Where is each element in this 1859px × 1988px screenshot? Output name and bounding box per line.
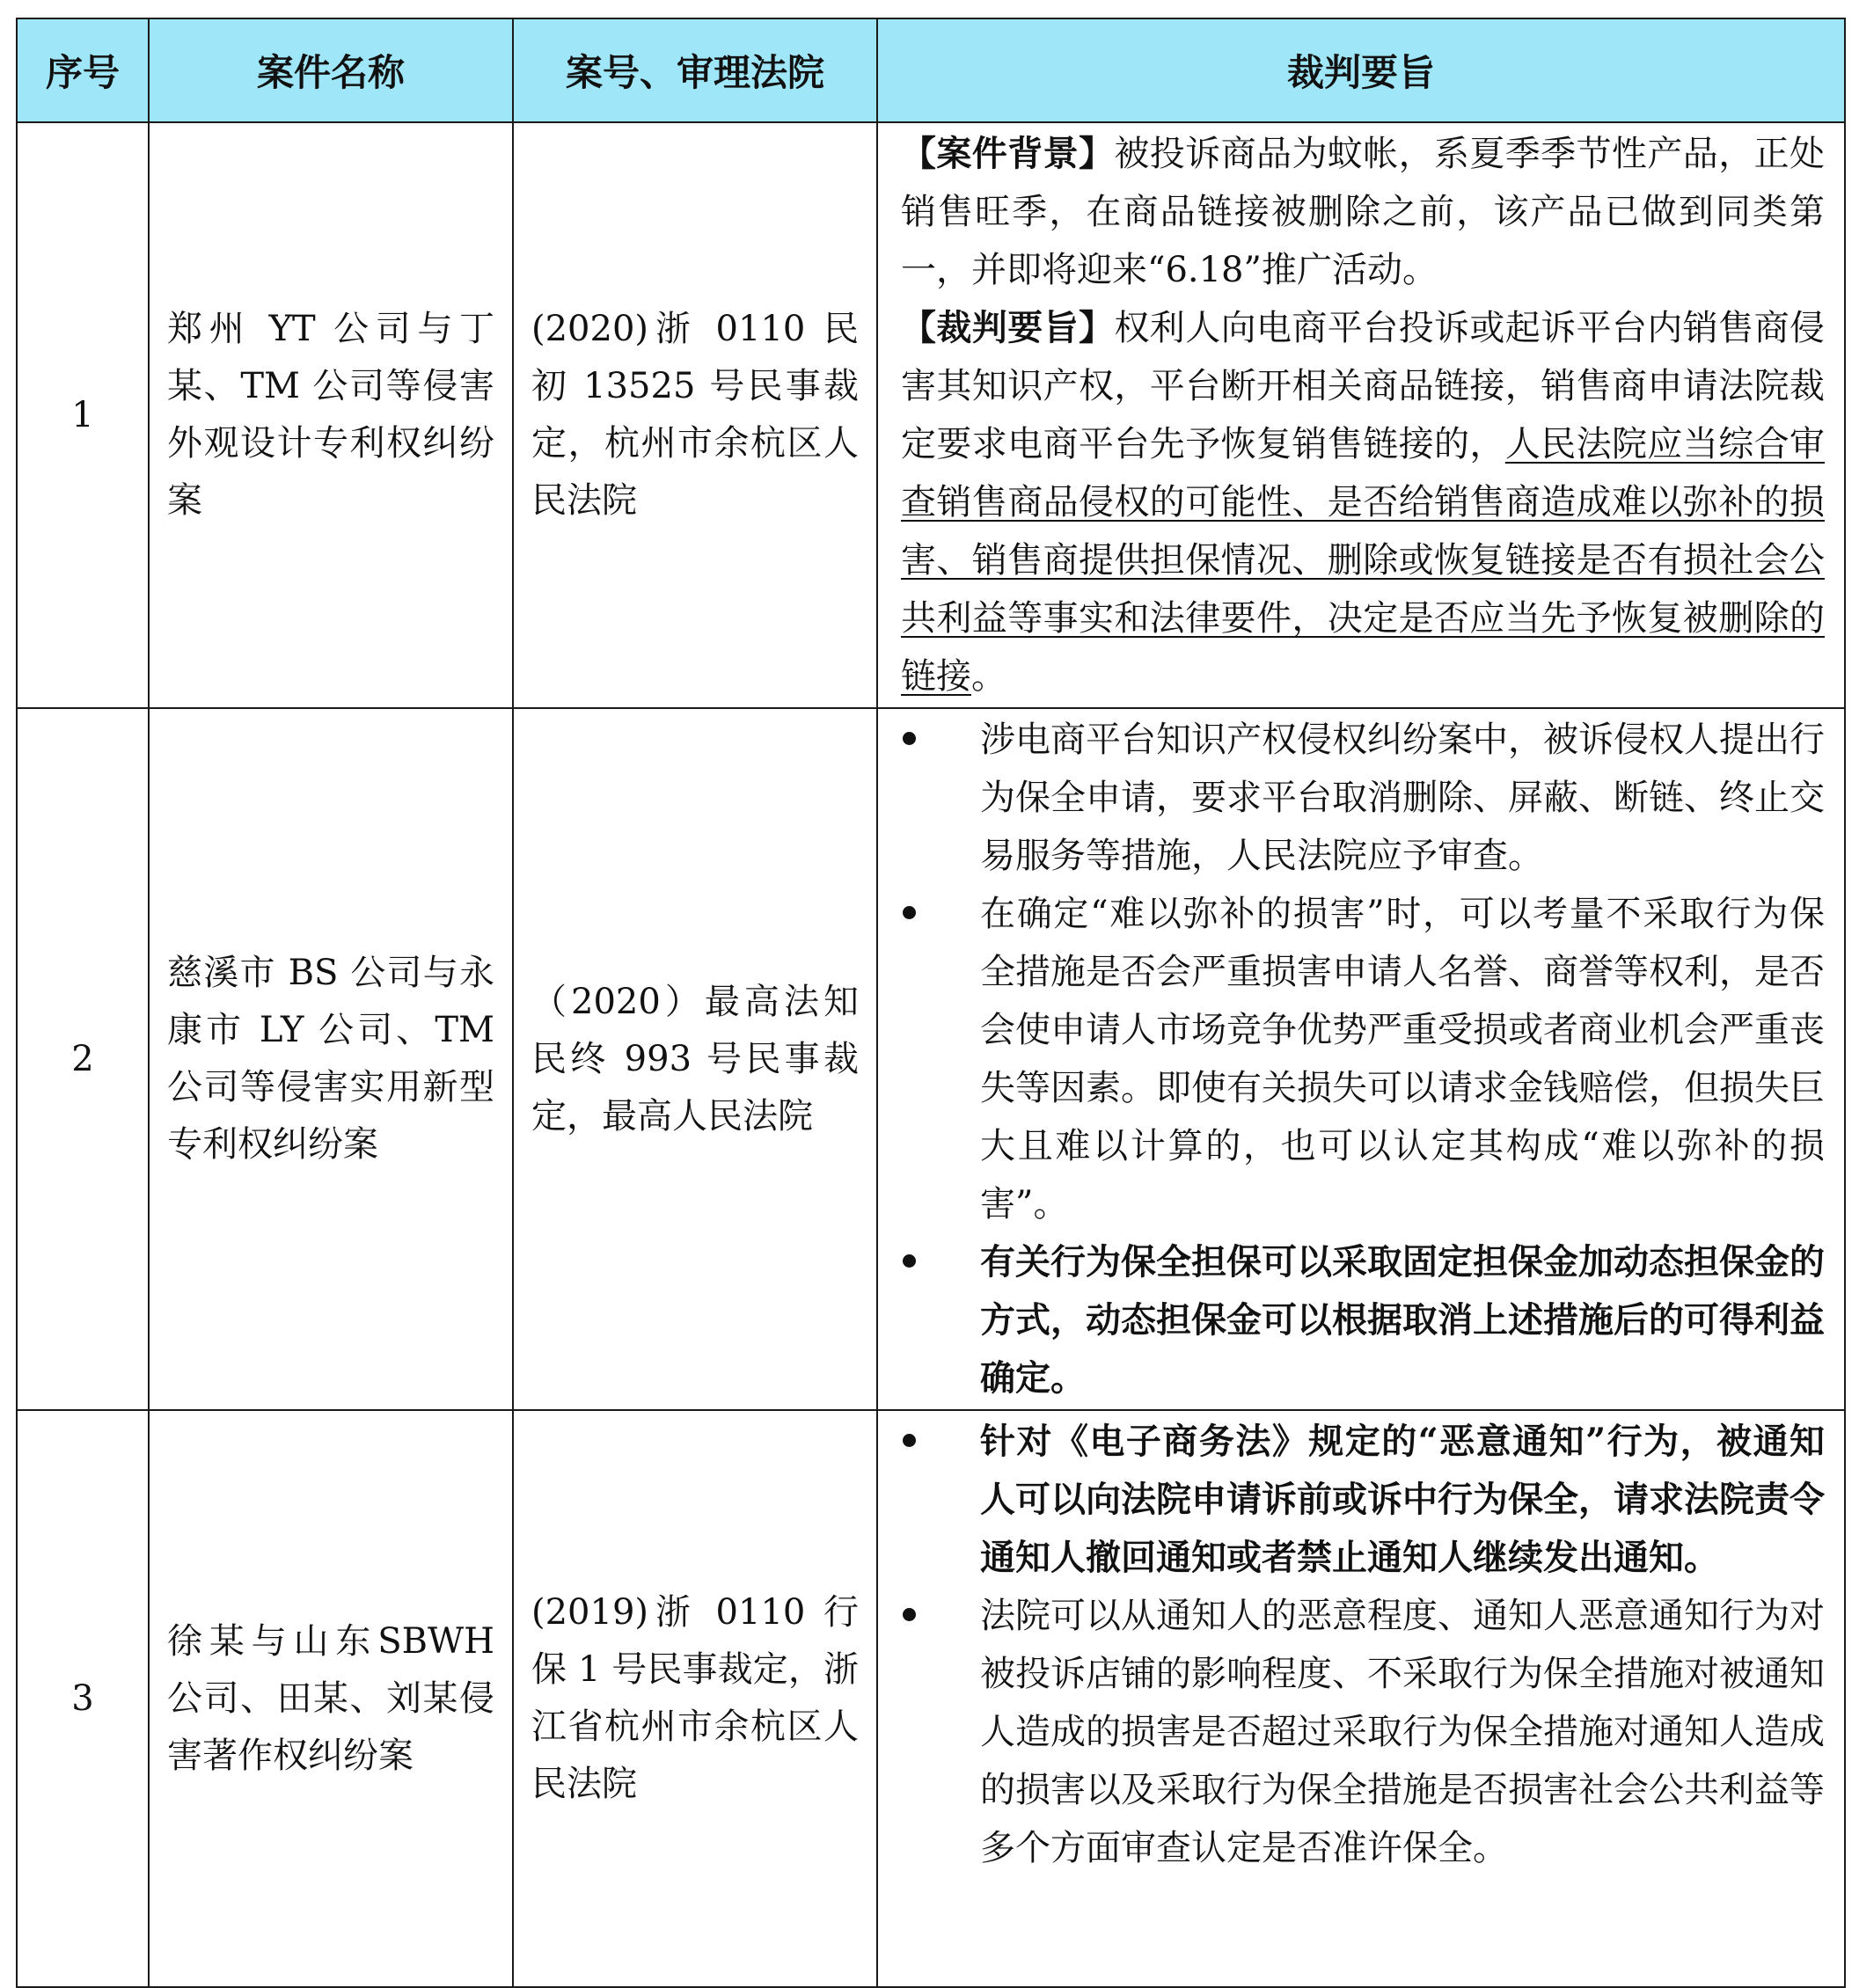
bullet-icon xyxy=(903,732,916,745)
case-name: 慈溪市 BS 公司与永康市 LY 公司、TM 公司等侵害实用新型专利权纠纷案 xyxy=(167,953,494,1165)
gist-underlined-text: 人民法院应当综合审查销售商品侵权的可能性、是否给销售商造成难以弥补的损害、销售商提供担保情况、删除或恢复链接是否有损社会公共利益等事实和法律要件，决定是否应当先予恢复被删除的链接 xyxy=(901,424,1826,697)
judgment-gist xyxy=(901,299,1825,705)
gist-bullet-text: 涉电商平台知识产权侵权纠纷案中，被诉侵权人提出行为保全申请，要求平台取消删除、屏蔽、断链、终止交易服务等措施，人民法院应予审查。 xyxy=(980,720,1825,876)
header-index: 序号 xyxy=(17,18,149,122)
gist-bullet xyxy=(901,711,1825,885)
header-case-number-court: 案号、审理法院 xyxy=(513,18,877,122)
gist-bullet xyxy=(901,1587,1825,1877)
bullet-icon xyxy=(903,906,916,919)
judgment-gist-cell xyxy=(877,708,1845,1410)
case-number-cell xyxy=(513,1410,877,1987)
table-row xyxy=(17,1410,1845,1987)
gist-label: 【裁判要旨】 xyxy=(901,307,1115,348)
judgment-gist-cell xyxy=(877,1410,1845,1987)
case-table xyxy=(16,18,1846,1988)
case-number: （2020）最高法知民终 993 号民事裁定，最高人民法院 xyxy=(531,981,859,1137)
gist-bullet-list xyxy=(901,711,1825,1407)
row-index: 3 xyxy=(17,1410,149,1987)
gist-bullet xyxy=(901,1413,1825,1587)
case-number-cell xyxy=(513,122,877,708)
judgment-gist-cell xyxy=(877,122,1845,708)
background-text: 被投诉商品为蚊帐，系夏季季节性产品，正处销售旺季，在商品链接被删除之前，该产品已做到同类第一，并即将迎来“6.18”推广活动。 xyxy=(901,134,1826,290)
gist-bullet-list xyxy=(901,1413,1825,1877)
gist-bullet-text: 有关行为保全担保可以采取固定担保金加动态担保金的方式，动态担保金可以根据取消上述措施后的可得利益确定。 xyxy=(980,1241,1825,1399)
gist-text: 权利人向电商平台投诉或起诉平台内销售商侵害其知识产权，平台断开相关商品链接，销售商申请法院裁定要求电商平台先予恢复销售链接的， xyxy=(901,308,1826,464)
gist-bullet-text: 法院可以从通知人的恶意程度、通知人恶意通知行为对被投诉店铺的影响程度、不采取行为保全措施对被通知人造成的损害是否超过采取行为保全措施对通知人造成的损害以及采取行为保全措施是否损害社会公共利益等多个方面审查认定是否准许保全。 xyxy=(980,1596,1825,1868)
row-index: 2 xyxy=(17,708,149,1410)
case-number: (2019)浙 0110 行保 1 号民事裁定，浙江省杭州市余杭区人民法院 xyxy=(531,1592,859,1804)
header-judgment-gist: 裁判要旨 xyxy=(877,18,1845,122)
table-row xyxy=(17,122,1845,708)
case-background xyxy=(901,125,1825,299)
gist-bullet-text: 在确定“难以弥补的损害”时，可以考量不采取行为保全措施是否会严重损害申请人名誉、商誉等权利，是否会使申请人市场竞争优势严重受损或者商业机会严重丧失等因素。即使有关损失可以请求金钱赔偿，但损失巨大且难以计算的，也可以认定其构成“难以弥补的损害”。 xyxy=(980,894,1825,1224)
case-number: (2020)浙 0110 民初 13525 号民事裁定，杭州市余杭区人民法院 xyxy=(531,309,859,521)
case-name: 徐某与山东SBWH公司、田某、刘某侵害著作权纠纷案 xyxy=(167,1620,494,1776)
table-row xyxy=(17,708,1845,1410)
case-name-cell xyxy=(149,708,513,1410)
bullet-icon xyxy=(903,1254,916,1268)
gist-end: 。 xyxy=(971,656,1006,697)
bullet-icon xyxy=(903,1434,916,1447)
row-index: 1 xyxy=(17,122,149,708)
header-case-name: 案件名称 xyxy=(149,18,513,122)
case-name: 郑州 YT 公司与丁某、TM 公司等侵害外观设计专利权纠纷案 xyxy=(167,309,494,521)
case-name-cell xyxy=(149,122,513,708)
table-header-row xyxy=(17,18,1845,122)
case-number-cell xyxy=(513,708,877,1410)
bullet-icon xyxy=(903,1608,916,1621)
gist-bullet xyxy=(901,1233,1825,1407)
gist-bullet xyxy=(901,885,1825,1233)
background-label: 【案件背景】 xyxy=(901,133,1115,174)
gist-bullet-text: 针对《电子商务法》规定的“恶意通知”行为，被通知人可以向法院申请诉前或诉中行为保全，请求法院责令通知人撤回通知或者禁止通知人继续发出通知。 xyxy=(980,1421,1825,1578)
case-name-cell xyxy=(149,1410,513,1987)
